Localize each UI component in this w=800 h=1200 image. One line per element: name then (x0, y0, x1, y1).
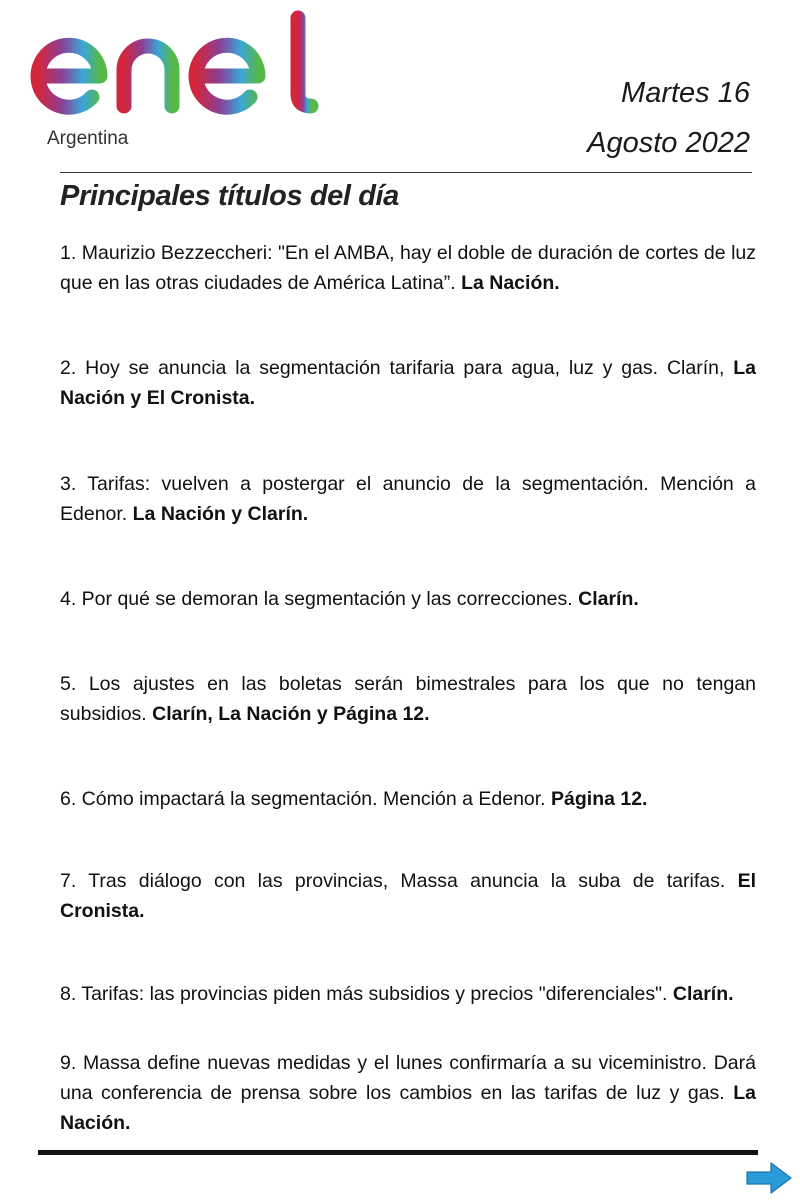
date-month-year: Agosto 2022 (587, 127, 750, 159)
headline-text: 1. Maurizio Bezzeccheri: "En el AMBA, hay el doble de duración de cortes de luz que en las otras ciudades de América Latina”. (60, 242, 756, 294)
headline-item (60, 866, 756, 926)
headline-source: Página 12. (551, 788, 648, 810)
headline-source: El Cronista. (60, 870, 756, 922)
headline-item (60, 979, 756, 1009)
headline-item (60, 784, 756, 814)
enel-logo (30, 8, 330, 118)
headline-item (60, 469, 756, 529)
headline-source: La Nación. (461, 272, 560, 294)
subsidiary-label: Argentina (47, 128, 129, 149)
headline-item (60, 669, 756, 729)
headline-item (60, 584, 756, 614)
headline-item (60, 353, 756, 413)
headline-text: 6. Cómo impactará la segmentación. Mención a Edenor. (60, 788, 552, 810)
headline-source: Clarín. (672, 983, 734, 1005)
next-page-button[interactable] (744, 1160, 794, 1196)
headline-text: 3. Tarifas: vuelven a postergar el anuncio de la segmentación. Mención a Edenor. (60, 473, 756, 525)
headline-source: La Nación y El Cronista. (60, 357, 756, 409)
headline-text: 9. Massa define nuevas medidas y el lunes confirmaría a su viceministro. Dará una conferencia de prensa sobre los cambios en las tarifas de luz y gas. (60, 1052, 756, 1104)
date-day: Martes 16 (621, 77, 750, 109)
headline-source: La Nación. (60, 1082, 756, 1134)
headline-text: 5. Los ajustes en las boletas serán bimestrales para los que no tengan subsidios. (60, 673, 756, 725)
headline-text: 7. Tras diálogo con las provincias, Massa anuncia la suba de tarifas. (60, 870, 738, 892)
headline-item (60, 238, 756, 298)
headline-source: La Nación y Clarín. (132, 503, 309, 525)
headline-source: Clarín, La Nación y Página 12. (152, 703, 430, 725)
section-title: Principales títulos del día (60, 180, 399, 212)
headline-text: 4. Por qué se demoran la segmentación y las correcciones. (60, 588, 579, 610)
headline-text: 8. Tarifas: las provincias piden más subsidios y precios "diferenciales". (60, 983, 673, 1005)
headline-text: 2. Hoy se anuncia la segmentación tarifaria para agua, luz y gas. Clarín, (60, 357, 734, 379)
footer-divider (38, 1150, 758, 1155)
headline-item (60, 1048, 756, 1138)
enel-logo-graphic (30, 8, 330, 118)
header-divider (60, 172, 752, 173)
headline-source: Clarín. (578, 588, 639, 610)
arrow-right-icon (744, 1160, 794, 1196)
